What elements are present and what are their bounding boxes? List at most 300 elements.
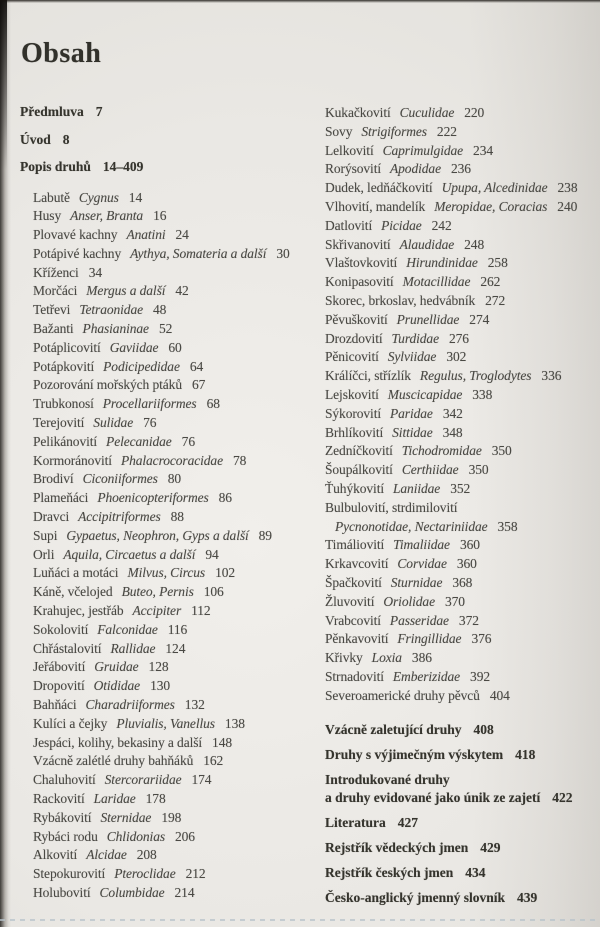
- entry-czech-name: Alkovití: [33, 847, 78, 863]
- toc-species-entry: [33, 226, 312, 245]
- entry-latin-name: Aquila, Circaetus a další: [63, 546, 196, 562]
- entry-czech-name: Rybáci rodu: [33, 828, 98, 844]
- entry-latin-name: Columbidae: [99, 884, 165, 900]
- entry-czech-name: Bažanti: [33, 321, 74, 337]
- entry-label: Popis druhů: [20, 159, 91, 174]
- entry-latin-name: Motacillidae: [402, 274, 471, 290]
- entry-czech-name: Pěnkavovití: [325, 631, 389, 647]
- entry-czech-name: Skřivanovití: [325, 236, 391, 252]
- entry-latin-name: Sturnidae: [390, 574, 443, 590]
- entry-latin-name: Chlidonias: [106, 828, 165, 844]
- entry-page-number: 248: [464, 236, 485, 252]
- entry-latin-name: Milvus, Circus: [127, 565, 206, 581]
- entry-page-number: 408: [473, 721, 494, 737]
- entry-czech-name: Lejskovití: [325, 386, 379, 402]
- entry-latin-name: Rallidae: [110, 640, 156, 656]
- toc-species-entry: [33, 790, 312, 809]
- entry-page-number: 222: [436, 123, 457, 139]
- right-column: [325, 104, 597, 914]
- entry-label: Literatura: [325, 814, 386, 830]
- toc-species-entry: [325, 123, 597, 142]
- scan-edge-top: [0, 0, 600, 3]
- entry-czech-name: Supi: [33, 527, 58, 543]
- toc-species-entry: [33, 752, 312, 771]
- entry-czech-name: Sokolovití: [33, 621, 89, 637]
- toc-species-entry: [33, 640, 312, 659]
- entry-page-number: 16: [153, 208, 167, 224]
- entry-latin-name: Accipitriformes: [78, 509, 161, 525]
- entry-latin-name: Alaudidae: [399, 236, 455, 252]
- entry-latin-name: Podicipedidae: [103, 358, 180, 374]
- entry-czech-name: Kříženci: [33, 264, 79, 280]
- entry-czech-name: Stepokurovití: [33, 866, 106, 882]
- entry-czech-name: Kulíci a čejky: [33, 715, 108, 731]
- toc-species-entry: [33, 245, 312, 264]
- entry-czech-name: Dropovití: [33, 678, 85, 694]
- entry-latin-name: Upupa, Alcedinidae: [441, 180, 548, 196]
- entry-czech-name: Datlovití: [325, 217, 373, 233]
- entry-page-number: 80: [167, 471, 182, 487]
- entry-latin-name: Cygnus: [78, 189, 119, 205]
- entry-label: Vzácně zaletující druhy: [325, 721, 462, 737]
- entry-czech-name: Plovavé kachny: [33, 227, 118, 243]
- entry-czech-name: Sýkorovití: [325, 405, 382, 421]
- entry-latin-name: Turdidae: [391, 330, 439, 346]
- entry-page-number: 262: [480, 274, 501, 290]
- toc-species-entry: [33, 696, 312, 715]
- entry-latin-name: Strigiformes: [361, 123, 427, 139]
- entry-page-number: 348: [442, 424, 463, 440]
- entry-page-number: 148: [212, 734, 232, 750]
- toc-species-entry: [33, 564, 312, 583]
- entry-czech-name: Potápivé kachny: [33, 245, 122, 261]
- entry-czech-name: Husy: [33, 208, 62, 224]
- entry-page-number: 48: [153, 302, 167, 318]
- entry-label: Rejstřík českých jmen: [325, 864, 454, 880]
- scan-edge-left: [0, 0, 11, 927]
- entry-latin-name: Regulus, Troglodytes: [419, 368, 532, 384]
- entry-czech-name: Terejovití: [33, 415, 85, 431]
- toc-species-entry: [33, 583, 312, 602]
- entry-latin-name: Sylviidae: [387, 349, 437, 365]
- toc-species-entry: [33, 715, 312, 734]
- toc-species-entry: [325, 442, 597, 461]
- entry-czech-name: Pelikánovití: [33, 433, 98, 449]
- entry-page-number: 34: [88, 264, 102, 280]
- toc-species-entry: [33, 339, 312, 358]
- entry-page-number: 370: [444, 593, 465, 609]
- entry-latin-name: Muscicapidae: [387, 386, 463, 402]
- entry-czech-name: Křivky: [325, 650, 363, 666]
- entry-latin-name: Fringillidae: [397, 631, 462, 647]
- entry-czech-name: Holubovití: [33, 884, 91, 900]
- entry-page-number: 212: [185, 866, 206, 882]
- entry-page-number: 67: [191, 377, 206, 393]
- entry-page-number: 86: [218, 490, 232, 506]
- entry-latin-name: Anser, Branta: [70, 208, 144, 224]
- entry-latin-name: Phalacrocoracidae: [120, 452, 223, 468]
- page-title: Obsah: [21, 38, 102, 69]
- entry-page-number: 350: [491, 443, 512, 459]
- entry-czech-name: Dudek, ledňáčkovití: [325, 180, 433, 196]
- entry-page-number: 360: [459, 537, 480, 553]
- toc-species-entry: [33, 546, 312, 565]
- entry-czech-name: Tetřevi: [33, 302, 71, 318]
- scan-bottom-dashed-line: [0, 919, 600, 921]
- entry-page-number: 276: [448, 330, 469, 346]
- left-column: [20, 102, 312, 903]
- entry-page-number: 174: [191, 772, 212, 788]
- toc-species-entry: [33, 658, 312, 677]
- toc-species-entry: [325, 687, 597, 706]
- entry-page-number: 240: [557, 198, 578, 214]
- toc-species-entry: [325, 630, 597, 649]
- toc-species-entry: [33, 602, 312, 621]
- entry-czech-name: Zedníčkovití: [325, 443, 393, 459]
- toc-species-entry: [33, 809, 312, 828]
- toc-species-entry: [33, 508, 312, 527]
- entry-latin-name: Sulidae: [93, 415, 134, 431]
- entry-page-number: 60: [168, 339, 182, 355]
- entry-czech-name: Labutě: [33, 189, 70, 205]
- entry-latin-name: Loxia: [371, 650, 402, 666]
- entry-page-number: 418: [515, 746, 536, 762]
- toc-species-entry: [33, 846, 312, 865]
- entry-latin-name: Paridae: [390, 405, 433, 421]
- toc-species-entry: [325, 254, 597, 273]
- toc-species-entry: [325, 649, 597, 668]
- entry-latin-name: Anatini: [126, 227, 166, 243]
- entry-czech-name: Káně, včelojed: [33, 584, 113, 600]
- entry-latin-name: Passeridae: [389, 612, 449, 628]
- entry-latin-name: Laridae: [93, 791, 136, 806]
- entry-page-number: 214: [174, 884, 195, 900]
- entry-page-number: 342: [442, 405, 463, 421]
- entry-page-number: 376: [471, 631, 492, 647]
- entry-page-number: 336: [541, 368, 562, 384]
- entry-page-number: 274: [469, 311, 490, 327]
- toc-species-entry: [325, 668, 597, 687]
- toc-species-entry: [325, 574, 597, 593]
- entry-czech-name: Králíčci, střízlík: [325, 368, 411, 384]
- entry-page-number: 130: [150, 678, 171, 694]
- entry-page-number: 106: [203, 584, 224, 600]
- entry-page-number: 102: [215, 565, 236, 581]
- toc-species-entry: [325, 555, 597, 574]
- entry-page-number: 234: [473, 142, 493, 158]
- entry-czech-name: Drozdovití: [325, 330, 383, 346]
- entry-latin-name: Laniidae: [393, 480, 441, 496]
- toc-species-entry: [33, 414, 312, 433]
- entry-latin-name: Timaliidae: [393, 537, 450, 553]
- toc-species-entry: [33, 395, 312, 414]
- entry-czech-name: Timáliovití: [325, 537, 385, 553]
- entry-page-number: 64: [189, 358, 204, 374]
- toc-species-entry: [325, 330, 597, 349]
- entry-latin-name: Accipiter: [132, 603, 182, 619]
- toc-back-entry: [325, 814, 597, 832]
- toc-species-entry: [325, 292, 597, 311]
- entry-czech-name: Strnadovití: [325, 668, 384, 684]
- entry-latin-name: Sittidae: [392, 424, 433, 440]
- entry-latin-name: Cuculidae: [399, 105, 455, 120]
- toc-front-entry: [20, 157, 312, 185]
- toc-species-entry: [325, 386, 597, 405]
- toc-species-entry: [33, 207, 312, 226]
- entry-page-number: 360: [456, 556, 477, 572]
- toc-back-entry: [325, 889, 597, 907]
- toc-species-entry: [325, 367, 597, 386]
- entry-page-number: 368: [452, 574, 473, 590]
- entry-czech-name: Krkavcovití: [325, 556, 389, 572]
- entry-czech-name: Jespáci, kolihy, bekasiny a další: [33, 734, 203, 750]
- entry-latin-name: Pteroclidae: [114, 866, 176, 882]
- front-matter-list: [20, 102, 312, 185]
- toc-species-entry: [325, 461, 597, 480]
- entry-latin-name: Gypaetus, Neophron, Gyps a další: [66, 527, 249, 543]
- entry-latin-name: Apodidae: [390, 161, 441, 177]
- entry-page-number: 162: [203, 753, 224, 769]
- entry-latin-name: Aythya, Somateria a další: [130, 245, 267, 261]
- toc-species-entry: [33, 320, 312, 339]
- entry-page-number: 7: [95, 104, 103, 119]
- entry-latin-name: Pluvialis, Vanellus: [116, 715, 215, 731]
- entry-czech-name: Krahujec, jestřáb: [33, 603, 124, 619]
- toc-species-entry: [33, 828, 312, 847]
- entry-label: Česko-anglický jmenný slovník: [325, 889, 506, 905]
- entry-latin-name: Tetraonidae: [79, 302, 144, 318]
- entry-page-number: 52: [158, 321, 173, 337]
- toc-species-entry: [325, 348, 597, 367]
- entry-czech-name: Ťuhýkovití: [325, 480, 384, 496]
- toc-species-entry: [325, 179, 597, 198]
- entry-page-number: 258: [487, 255, 508, 271]
- toc-species-entry: [325, 499, 597, 537]
- entry-page-number: 94: [205, 546, 219, 562]
- entry-page-number: 42: [175, 283, 189, 299]
- toc-species-entry: [325, 273, 597, 292]
- entry-latin-name: Sternidae: [100, 809, 152, 825]
- toc-species-entry: [33, 621, 312, 640]
- toc-back-entry: [325, 771, 597, 807]
- entry-czech-name: Šoupálkovití: [325, 462, 393, 478]
- entry-latin-name: Gaviidae: [109, 339, 159, 355]
- toc-species-entry: [325, 612, 597, 631]
- toc-species-entry: [325, 198, 597, 217]
- entry-czech-name: Morčáci: [33, 283, 78, 299]
- entry-page-number: 272: [485, 292, 506, 308]
- entry-latin-name: Charadriiformes: [85, 697, 175, 713]
- entry-page-number: 439: [517, 889, 538, 905]
- entry-page-number: 242: [431, 217, 452, 233]
- entry-czech-name: Chřástalovití: [33, 640, 102, 656]
- entry-czech-name: Pěvuškovití: [325, 311, 388, 327]
- entry-label: Introdukované druhy: [325, 771, 450, 787]
- entry-latin-name: Caprimulgidae: [382, 142, 464, 158]
- toc-species-entry: [33, 452, 312, 471]
- entry-czech-name: Orli: [33, 546, 55, 562]
- entry-page-number: 208: [136, 847, 157, 863]
- toc-species-entry: [325, 480, 597, 499]
- entry-czech-name: Vzácně zalétlé druhy bahňáků: [33, 753, 194, 769]
- entry-czech-name: Severoamerické druhy pěvců: [325, 687, 480, 703]
- entry-page-number: 68: [206, 396, 220, 412]
- entry-czech-name: Sovy: [325, 123, 353, 139]
- back-matter-list: [325, 721, 597, 907]
- entry-czech-name: Bulbulovití, strdimilovití: [325, 499, 458, 515]
- entry-czech-name: Pozorování mořských ptáků: [33, 377, 182, 393]
- entry-latin-name: Emberizidae: [392, 668, 461, 684]
- entry-page-number: 76: [181, 433, 195, 449]
- toc-species-entry: [325, 217, 597, 236]
- toc-species-entry: [325, 593, 597, 612]
- toc-species-entry: [33, 189, 312, 208]
- entry-czech-name: Kukačkovití: [325, 105, 391, 120]
- entry-label: Předmluva: [20, 104, 84, 119]
- entry-latin-name: Phoenicopteriformes: [97, 490, 209, 506]
- toc-front-entry: [20, 102, 312, 130]
- entry-czech-name: Vlhovití, mandelík: [325, 198, 426, 214]
- entry-czech-name: Lelkovití: [325, 142, 374, 158]
- toc-species-entry: [33, 771, 312, 790]
- entry-page-number: 427: [397, 814, 418, 830]
- entry-page-number: 429: [480, 839, 501, 855]
- entry-czech-name: Potáplicovití: [33, 339, 101, 355]
- toc-back-entry: [325, 746, 597, 764]
- toc-species-entry: [33, 433, 312, 452]
- entry-latin-name: Pycnonotidae, Nectariniidae: [335, 518, 488, 534]
- entry-latin-name: Procellariiformes: [102, 396, 197, 412]
- entry-czech-name: Vrabcovití: [325, 612, 381, 628]
- toc-species-entry: [325, 405, 597, 424]
- entry-czech-name: Rorýsovití: [325, 161, 382, 177]
- entry-latin-name: Pelecanidae: [106, 433, 172, 449]
- entry-page-number: 404: [489, 687, 510, 703]
- entry-czech-name: Brodiví: [33, 471, 74, 487]
- entry-page-number: 76: [143, 415, 157, 431]
- entry-latin-name: Prunellidae: [396, 311, 460, 327]
- toc-species-entry: [325, 311, 597, 330]
- entry-czech-name: Potápkovití: [33, 358, 95, 374]
- toc-back-entry: [325, 839, 597, 857]
- toc-species-entry: [325, 536, 597, 555]
- toc-species-entry: [325, 160, 597, 179]
- toc-species-entry: [33, 527, 312, 546]
- entry-label-line2: a druhy evidované jako únik ze zajetí: [325, 789, 541, 805]
- entry-page-number: 24: [175, 227, 189, 243]
- entry-latin-name: Falconidae: [97, 621, 158, 637]
- entry-czech-name: Vlaštovkovití: [325, 255, 398, 271]
- entry-page-number: 358: [497, 518, 518, 534]
- entry-czech-name: Dravci: [33, 509, 70, 525]
- entry-label: Úvod: [20, 131, 51, 147]
- entry-czech-name: Žluvovití: [325, 593, 375, 609]
- entry-latin-name: Stercorariidae: [104, 772, 182, 788]
- toc-species-entry: [33, 301, 312, 320]
- entry-page-number: 116: [167, 621, 188, 637]
- entry-label: Druhy s výjimečným výskytem: [325, 746, 504, 762]
- entry-czech-name: Bahňáci: [33, 697, 77, 713]
- entry-page-number: 422: [552, 789, 573, 805]
- entry-czech-name: Jeřábovití: [33, 659, 86, 675]
- toc-species-entry: [33, 470, 312, 489]
- toc-species-entry: [325, 104, 597, 123]
- entry-page-number: 14: [128, 189, 143, 205]
- entry-latin-name: Mergus a další: [86, 283, 166, 299]
- entry-czech-name: Rybákovití: [33, 809, 92, 825]
- entry-czech-name: Brhlíkovití: [325, 424, 384, 440]
- entry-page-number: 392: [470, 668, 490, 684]
- entry-latin-name: Buteo, Pernis: [121, 584, 194, 600]
- entry-page-number: 198: [161, 809, 182, 825]
- entry-page-number: 352: [450, 480, 471, 496]
- toc-species-entry: [33, 264, 312, 283]
- toc-back-entry: [325, 864, 597, 882]
- left-species-list: [33, 189, 312, 903]
- entry-latin-name: Ciconiiformes: [82, 471, 158, 487]
- entry-latin-name: Gruidae: [94, 659, 139, 675]
- entry-latin-name: Certhiidae: [401, 462, 459, 478]
- entry-page-number: 350: [468, 462, 489, 478]
- toc-species-entry: [33, 677, 312, 696]
- toc-species-entry: [33, 282, 312, 301]
- toc-species-entry: [33, 358, 312, 377]
- entry-latin-name: Oriolidae: [383, 593, 435, 609]
- toc-species-entry: [325, 236, 597, 255]
- entry-page-number: 206: [175, 828, 195, 844]
- entry-page-number: 128: [148, 659, 169, 675]
- toc-species-entry: [325, 424, 597, 443]
- entry-czech-name: Konipasovití: [325, 274, 394, 290]
- toc-species-entry: [33, 489, 312, 508]
- entry-page-number: 30: [276, 245, 290, 261]
- entry-page-number: 238: [557, 180, 578, 196]
- entry-page-number: 89: [258, 527, 272, 543]
- entry-latin-name: Tichodromidae: [401, 443, 482, 459]
- entry-page-number: 8: [62, 131, 70, 147]
- entry-page-number: 220: [464, 105, 485, 120]
- entry-page-number: 338: [472, 386, 493, 402]
- entry-czech-name: Kormoránovití: [33, 452, 112, 468]
- entry-latin-name: Alcidae: [86, 847, 127, 863]
- entry-czech-name: Chaluhovití: [33, 772, 96, 788]
- entry-page-number: 138: [224, 715, 245, 731]
- entry-page-number: 386: [411, 650, 432, 666]
- entry-czech-name: Skorec, brkoslav, hedvábník: [325, 292, 476, 308]
- entry-page-number: 236: [450, 161, 471, 177]
- entry-page-number: 434: [465, 864, 486, 880]
- entry-czech-name: Rackovití: [33, 791, 85, 806]
- entry-latin-name: Picidae: [381, 217, 422, 233]
- entry-latin-name: Otididae: [93, 678, 141, 694]
- entry-page-number: 78: [232, 452, 247, 468]
- entry-page-number: 14–409: [102, 159, 144, 174]
- entry-latin-name: Corvidae: [397, 556, 447, 572]
- toc-front-entry: [20, 130, 312, 158]
- entry-czech-name: Špačkovití: [325, 574, 382, 590]
- entry-page-number: 132: [184, 697, 205, 713]
- entry-page-number: 372: [458, 612, 479, 628]
- entry-latin-name: Phasianinae: [82, 321, 149, 337]
- entry-czech-name: Trubkonosí: [33, 396, 94, 412]
- toc-species-entry: [325, 142, 597, 161]
- entry-page-number: 302: [446, 349, 467, 365]
- entry-latin-name: Meropidae, Coracias: [434, 198, 548, 214]
- entry-page-number: 178: [145, 791, 166, 806]
- toc-back-entry: [325, 721, 597, 739]
- entry-page-number: 124: [165, 640, 186, 656]
- toc-species-entry: [33, 734, 312, 753]
